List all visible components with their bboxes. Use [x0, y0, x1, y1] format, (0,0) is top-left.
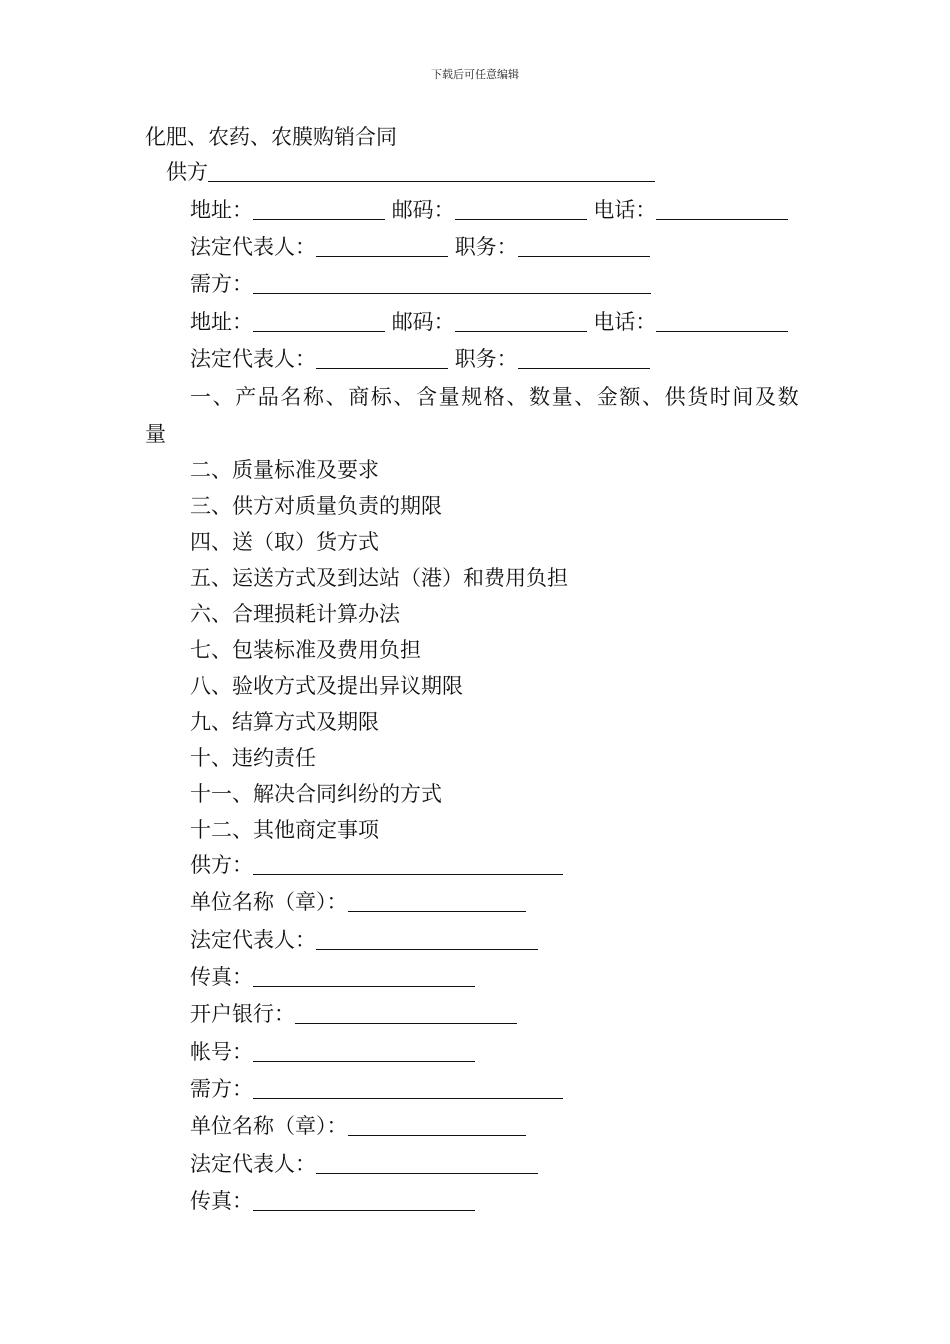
sig-buyer-fax-blank[interactable]	[253, 1190, 475, 1211]
signature-unit-line	[190, 889, 526, 915]
clause-3: 三、供方对质量负责的期限	[190, 494, 442, 518]
buyer-legal-rep-blank[interactable]	[316, 348, 448, 369]
clause-12: 十二、其他商定事项	[190, 818, 379, 842]
phone-label: 电话：	[593, 310, 657, 334]
sig-buyer-unit-blank[interactable]	[348, 1115, 526, 1136]
sig-account-label: 帐号：	[190, 1040, 253, 1064]
address-label: 地址：	[190, 310, 253, 334]
buyer-phone-blank[interactable]	[656, 311, 788, 332]
sig-legal-label: 法定代表人：	[190, 928, 316, 952]
legal-rep-label: 法定代表人：	[190, 347, 316, 371]
signature-buyer-fax-line	[190, 1188, 475, 1214]
signature-buyer-line	[190, 1076, 563, 1102]
signature-fax-line	[190, 964, 475, 990]
address-label: 地址：	[190, 198, 253, 222]
sig-fax-blank[interactable]	[253, 966, 475, 987]
signature-bank-line	[190, 1001, 517, 1027]
supplier-legal-rep-blank[interactable]	[316, 236, 448, 257]
signature-supplier-line	[190, 852, 563, 878]
document-title: 化肥、农药、农膜购销合同	[145, 125, 397, 149]
supplier-postcode-blank[interactable]	[455, 199, 587, 220]
clause-10: 十、违约责任	[190, 746, 316, 770]
clause-4: 四、送（取）货方式	[190, 530, 379, 554]
clause-6: 六、合理损耗计算办法	[190, 602, 400, 626]
supplier-blank[interactable]	[208, 161, 655, 182]
supplier-rep-line	[190, 234, 650, 260]
supplier-contact-line	[190, 197, 788, 223]
position-label: 职务：	[454, 347, 518, 371]
sig-supplier-blank[interactable]	[253, 854, 563, 875]
signature-account-line	[190, 1039, 475, 1065]
sig-buyer-blank[interactable]	[253, 1078, 563, 1099]
clause-7: 七、包装标准及费用负担	[190, 638, 421, 662]
header-note: 下载后可任意编辑	[431, 68, 519, 81]
postcode-label: 邮码：	[391, 310, 455, 334]
sig-account-blank[interactable]	[253, 1041, 475, 1062]
buyer-line	[190, 271, 651, 297]
sig-unit-blank[interactable]	[348, 891, 526, 912]
buyer-postcode-blank[interactable]	[455, 311, 587, 332]
sig-bank-label: 开户银行：	[190, 1002, 295, 1026]
sig-unit-label: 单位名称（章）：	[190, 890, 348, 914]
supplier-label: 供方	[166, 160, 208, 184]
clause-5: 五、运送方式及到达站（港）和费用负担	[190, 566, 568, 590]
postcode-label: 邮码：	[391, 198, 455, 222]
buyer-rep-line	[190, 346, 650, 372]
clause-2: 二、质量标准及要求	[190, 458, 379, 482]
buyer-position-blank[interactable]	[518, 348, 650, 369]
signature-legal-line	[190, 927, 538, 953]
clause-8: 八、验收方式及提出异议期限	[190, 674, 463, 698]
signature-buyer-unit-line	[190, 1113, 526, 1139]
sig-unit-label: 单位名称（章）：	[190, 1114, 348, 1138]
buyer-label: 需方：	[190, 272, 253, 296]
sig-fax-label: 传真：	[190, 965, 253, 989]
legal-rep-label: 法定代表人：	[190, 235, 316, 259]
sig-fax-label: 传真：	[190, 1189, 253, 1213]
supplier-line	[166, 159, 655, 185]
sig-buyer-label: 需方：	[190, 1077, 253, 1101]
clause-1-continuation: 量	[145, 422, 166, 446]
supplier-phone-blank[interactable]	[656, 199, 788, 220]
clause-11: 十一、解决合同纠纷的方式	[190, 782, 442, 806]
sig-buyer-legal-blank[interactable]	[316, 1153, 538, 1174]
buyer-contact-line	[190, 309, 788, 335]
supplier-position-blank[interactable]	[518, 236, 650, 257]
buyer-blank[interactable]	[253, 273, 651, 294]
supplier-address-blank[interactable]	[253, 199, 385, 220]
phone-label: 电话：	[593, 198, 657, 222]
clause-1: 一、产品名称、商标、含量规格、数量、金额、供货时间及数	[190, 385, 801, 409]
clause-9: 九、结算方式及期限	[190, 710, 379, 734]
sig-bank-blank[interactable]	[295, 1003, 517, 1024]
signature-buyer-legal-line	[190, 1151, 538, 1177]
sig-legal-label: 法定代表人：	[190, 1152, 316, 1176]
position-label: 职务：	[454, 235, 518, 259]
sig-supplier-label: 供方：	[190, 853, 253, 877]
buyer-address-blank[interactable]	[253, 311, 385, 332]
sig-legal-blank[interactable]	[316, 929, 538, 950]
